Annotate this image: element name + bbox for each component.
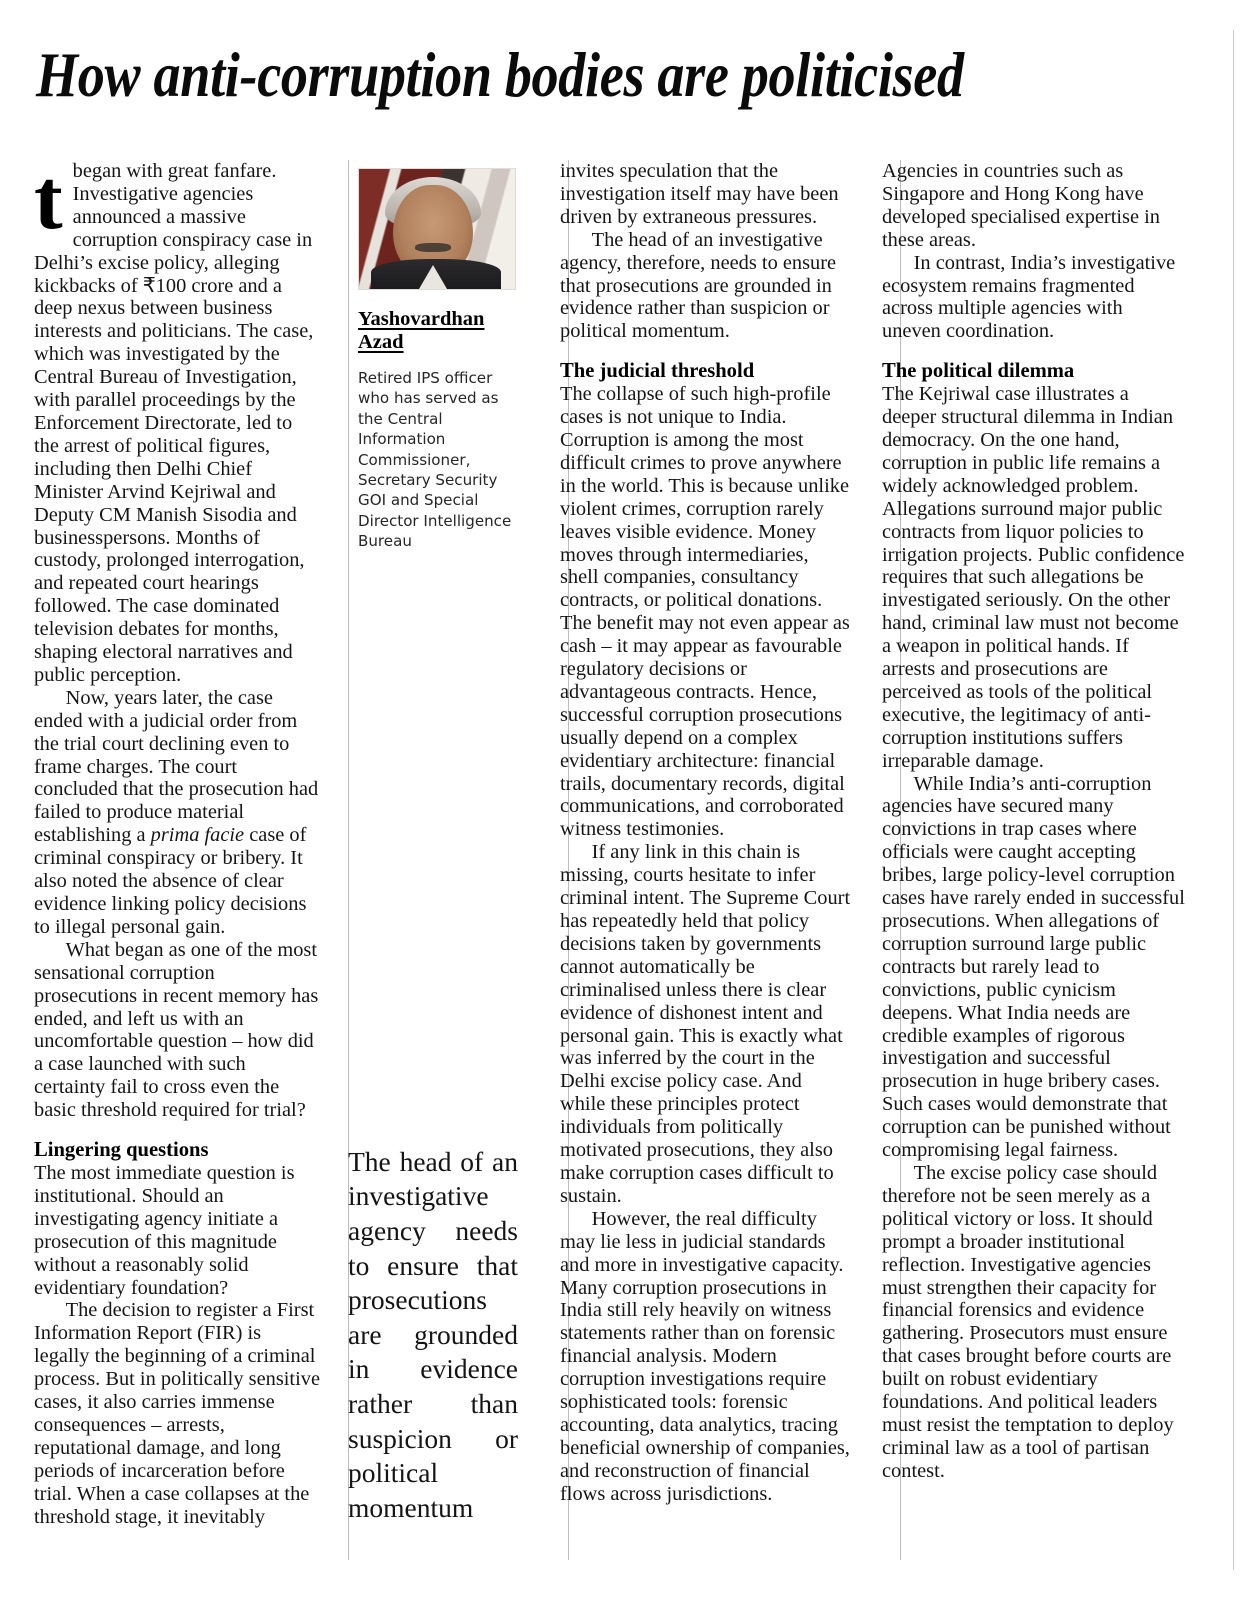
latin-phrase: prima facie (150, 824, 245, 847)
paragraph-col4-5: The excise policy case should therefore not be seen merely as a political victory or loss. It should prompt a broader institutional reflection. Investigative agencies must strengthen their capacity for financial forensics and evidence gathering. Prosecutors must ensure that cases brought before courts are built on robust evidentiary foundations. And political leaders must resist the temptation to deploy criminal law as a tool of partisan contest. (882, 1161, 1174, 1482)
paragraph-col1-4: The most immediate question is institutional. Should an investigating agency initiate a prosecution of this magnitude without a reasonably solid evidentiary foundation? (34, 1161, 295, 1299)
pull-quote: The head of an investigative agency needs to ensure that prosecutions are grounded in evidence rather than suspicion or political momentum (348, 1145, 518, 1523)
author-bio: Retired IPS officer who has served as the Central Information Commissioner, Secretary Security GOI and Special Director Intelligence Bureau (358, 369, 512, 551)
paragraph-col1-3: What began as one of the most sensational corruption prosecutions in recent memory has ended, and left us with an uncomfortable question – how did a case launched with such certainty fail to cross even the basic threshold required for trial? (34, 938, 319, 1122)
column-2-author (334, 160, 544, 1560)
page-edge-rule (1233, 30, 1234, 1570)
paragraph-col3-5: However, the real difficulty may lie less in judicial standards and more in investigative capacity. Many corruption prosecutions in India still rely heavily on witness statements rather than on forensic financial analysis. Modern corruption investigations require sophisticated tools: forensic accounting, data analytics, tracing beneficial ownership of companies, and reconstruction of financial flows across jurisdictions. (560, 1207, 850, 1505)
column-3 (544, 160, 864, 1560)
author-name[interactable]: Yashovardhan Azad (358, 308, 485, 353)
paragraph-col4-1: Agencies in countries such as Singapore and Hong Kong have developed specialised expertise in these areas. (882, 160, 1161, 251)
lead-paragraph: tbegan with great fanfare. Investigative agencies announced a massive corruption conspiracy case in Delhi’s excise policy, alleging kickbacks of ₹100 crore and a deep nexus between business interests and politicians. The case, which was investigated by the Central Bureau of Investigation, with parallel proceedings by the Enforcement Directorate, led to the arrest of political figures, including then Delhi Chief Minister Arvind Kejriwal and Deputy CM Manish Sisodia and businesspersons. Months of custody, prolonged interrogation, and repeated court hearings followed. The case dominated television debates for months, shaping electoral narratives and public perception. (34, 151, 314, 686)
paragraph-col4-2: In contrast, India’s investigative ecosystem remains fragmented across multiple agencies with uneven coordination. (882, 251, 1176, 343)
paragraph-col3-2: The head of an investigative agency, therefore, needs to ensure that prosecutions are grounded in evidence rather than suspicion or political momentum. (560, 228, 837, 343)
paragraph-col1-2-part-a: Now, years later, the case ended with a judicial order from the trial court declining even to frame charges. The court concluded that the prosecution had failed to produce material establishing a (34, 686, 319, 847)
paragraph-col3-1: invites speculation that the investigation itself may have been driven by extraneous pressures. (560, 160, 839, 228)
paragraph-col1-2-part-b: case of criminal conspiracy or bribery. It also noted the absence of clear evidence linking policy decisions to illegal personal gain. (34, 824, 307, 938)
column-1 (34, 151, 334, 1560)
paragraph-col1-5: The decision to register a First Information Report (FIR) is legally the beginning of a criminal process. But in politically sensitive cases, it also carries immense consequences – arrests, reputational damage, and long periods of incarceration before trial. When a case collapses at the threshold stage, it inevitably (34, 1299, 320, 1528)
page-title: How anti-corruption bodies are politicised (36, 40, 964, 110)
subheading-political-dilemma: The political dilemma (882, 360, 1075, 383)
paragraph-col4-3: The Kejriwal case illustrates a deeper structural dilemma in Indian democracy. On the one hand, corruption in public life remains a widely acknowledged problem. Allegations surround major public contracts from liquor policies to irrigation projects. Public confidence requires that such allegations be investigated seriously. On the other hand, criminal law must not become a weapon in political hands. If arrests and prosecutions are perceived as tools of the political executive, the legitimacy of anti-corruption institutions suffers irreparable damage. (882, 383, 1185, 772)
portrait-moustache (415, 243, 451, 252)
paragraph-col3-3: The collapse of such high-profile cases is not unique to India. Corruption is among the most difficult crimes to prove anywhere in the world. This is because unlike violent crimes, corruption rarely leaves visible evidence. Money moves through intermediaries, shell companies, consultancy contracts, or political donations. The benefit may not even appear as cash – it may appear as favourable regulatory decisions or advantageous contracts. Hence, successful corruption prosecutions usually depend on a complex evidentiary architecture: financial trails, documentary records, digital communications, and corroborated witness testimonies. (560, 383, 850, 841)
paragraph-col3-4: If any link in this chain is missing, courts hesitate to infer criminal intent. The Supreme Court has repeatedly held that policy decisions taken by governments cannot automatically be criminalised unless there is clear evidence of dishonest intent and personal gain. This is exactly what was inferred by the court in the Delhi excise policy case. And while these principles protect individuals from politically motivated prosecutions, they also make corruption cases difficult to sustain. (560, 841, 851, 1207)
author-photo (358, 168, 516, 290)
paragraph-col4-4: While India’s anti-corruption agencies have secured many convictions in trap cases where officials were caught accepting bribes, large policy-level corruption cases have rarely ended in successful prosecutions. When allegations of corruption surround large public contracts but rarely lead to convictions, public cynicism deepens. What India needs are credible examples of rigorous investigation and successful prosecution in huge bribery cases. Such cases would demonstrate that corruption can be punished without compromising legal fairness. (882, 772, 1185, 1162)
paragraph-col1-2 (34, 687, 320, 939)
subheading-judicial-threshold: The judicial threshold (560, 360, 755, 383)
article-columns (34, 151, 1214, 1560)
subheading-lingering-questions: Lingering questions (34, 1139, 209, 1162)
column-4 (864, 160, 1194, 1560)
headline-container (36, 40, 1196, 110)
